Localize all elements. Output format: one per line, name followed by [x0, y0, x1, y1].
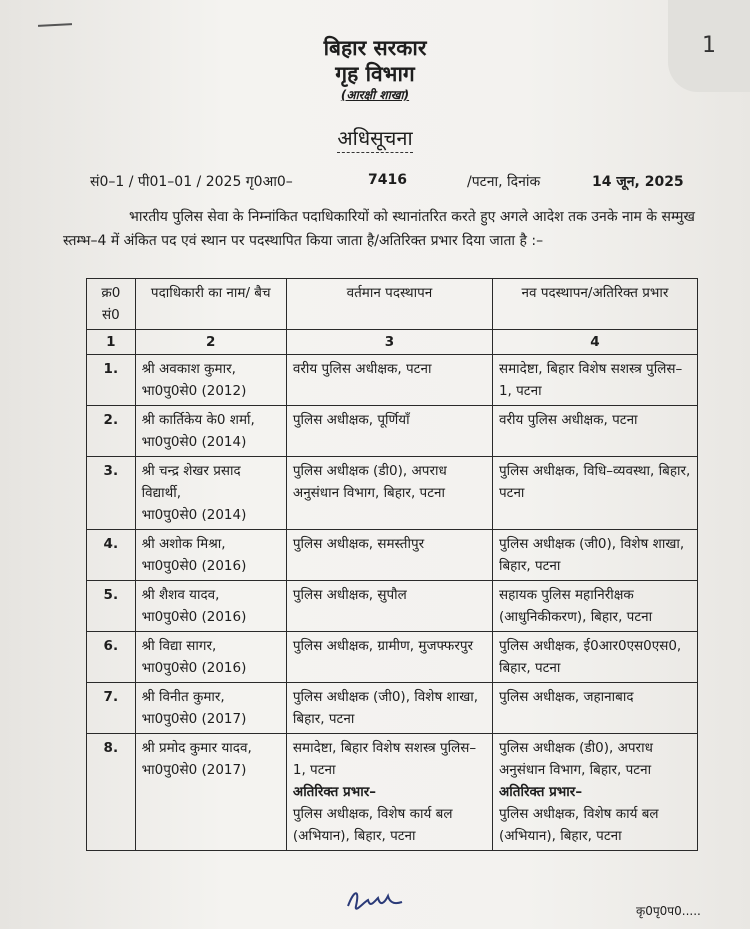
serial-number: 3. [87, 457, 136, 530]
table-row [87, 632, 698, 683]
place-label: /पटना, दिनांक [467, 174, 541, 190]
officer-cell [135, 581, 286, 632]
transfer-table [86, 278, 698, 851]
header-serial: क्र0 सं0 [87, 279, 136, 330]
officer-batch: भा0पु0से0 (2014) [141, 507, 247, 523]
new-posting-text: पुलिस अधीक्षक, विधि–व्यवस्था, बिहार, पटना [498, 463, 691, 501]
govt-title: बिहार सरकार [323, 36, 427, 60]
officer-batch: भा0पु0से0 (2014) [141, 434, 247, 450]
header-new-posting: नव पदस्थापन/अतिरिक्त प्रभार [492, 279, 697, 330]
table-row [87, 581, 698, 632]
additional-charge-label: अतिरिक्त प्रभार– [498, 784, 583, 800]
current-posting-text: पुलिस अधीक्षक, पूर्णियाँ [292, 412, 410, 428]
officer-batch: भा0पु0से0 (2012) [141, 383, 247, 399]
current-posting-text: वरीय पुलिस अधीक्षक, पटना [292, 361, 432, 377]
serial-number: 4. [87, 530, 136, 581]
additional-charge-text: पुलिस अधीक्षक, विशेष कार्य बल (अभियान), बिहार, पटना [498, 806, 659, 844]
notification-body: भारतीय पुलिस सेवा के निम्नांकित पदाधिकारियों को स्थानांतरित करते हुए अगले आदेश तक उनके नाम के सम्मुख स्तम्भ–4 में अंकित पद एवं स्थान पर पदस्थापित किया जाता है/अतिरिक्त प्रभार दिया जाता है :– [63, 209, 695, 249]
column-number: 4 [492, 330, 697, 355]
current-posting-cell [286, 683, 492, 734]
current-posting-cell [286, 734, 492, 851]
table-body [87, 355, 698, 851]
officer-name: श्री कार्तिकेय के0 शर्मा, [141, 412, 255, 428]
header-current-posting: वर्तमान पदस्थापन [286, 279, 492, 330]
column-number: 1 [87, 330, 136, 355]
officer-cell [135, 734, 286, 851]
current-posting-cell [286, 355, 492, 406]
serial-number: 7. [87, 683, 136, 734]
table-row [87, 355, 698, 406]
new-posting-cell [492, 734, 697, 851]
new-posting-cell [492, 457, 697, 530]
current-posting-text: पुलिस अधीक्षक, सुपौल [292, 587, 407, 603]
serial-number: 5. [87, 581, 136, 632]
officer-cell [135, 355, 286, 406]
table-row [87, 683, 698, 734]
table-row [87, 406, 698, 457]
department-title: गृह विभाग [335, 62, 415, 86]
new-posting-text: पुलिस अधीक्षक, जहानाबाद [498, 689, 634, 705]
additional-charge-text: पुलिस अधीक्षक, विशेष कार्य बल (अभियान), बिहार, पटना [292, 806, 453, 844]
officer-name: श्री विद्या सागर, [141, 638, 217, 654]
officer-name: श्री शैशव यादव, [141, 587, 220, 603]
officer-cell [135, 530, 286, 581]
current-posting-text: पुलिस अधीक्षक, ग्रामीण, मुजफ्फरपुर [292, 638, 474, 654]
page-number: 1 [668, 0, 750, 92]
new-posting-cell [492, 406, 697, 457]
current-posting-text: पुलिस अधीक्षक (डी0), अपराध अनुसंधान विभाग, बिहार, पटना [292, 463, 447, 501]
officer-cell [135, 632, 286, 683]
table-row [87, 530, 698, 581]
new-posting-text: वरीय पुलिस अधीक्षक, पटना [498, 412, 638, 428]
new-posting-cell [492, 355, 697, 406]
current-posting-text: पुलिस अधीक्षक, समस्तीपुर [292, 536, 425, 552]
officer-name: श्री प्रमोद कुमार यादव, [141, 740, 252, 756]
new-posting-cell [492, 530, 697, 581]
new-posting-text: समादेष्टा, बिहार विशेष सशस्त्र पुलिस–1, पटना [498, 361, 683, 399]
table-header-row [87, 279, 698, 330]
serial-number: 8. [87, 734, 136, 851]
column-number: 3 [286, 330, 492, 355]
officer-cell [135, 683, 286, 734]
current-posting-cell [286, 457, 492, 530]
current-posting-cell [286, 406, 492, 457]
notification-title: अधिसूचना [0, 124, 750, 151]
reference-number: सं0–1 / पी01–01 / 2025 गृ0आ0– [90, 174, 293, 190]
serial-number: 6. [87, 632, 136, 683]
new-posting-text: सहायक पुलिस महानिरीक्षक (आधुनिकीकरण), बिहार, पटना [498, 587, 653, 625]
table-row [87, 457, 698, 530]
officer-name: श्री चन्द्र शेखर प्रसाद विद्यार्थी, [141, 463, 241, 501]
officer-name: श्री अशोक मिश्रा, [141, 536, 226, 552]
current-posting-cell [286, 581, 492, 632]
pen-mark [38, 23, 72, 27]
current-posting-text: समादेष्टा, बिहार विशेष सशस्त्र पुलिस–1, पटना [292, 740, 477, 778]
current-posting-cell [286, 530, 492, 581]
new-posting-text: पुलिस अधीक्षक, ई0आर0एस0एस0, बिहार, पटना [498, 638, 682, 676]
officer-batch: भा0पु0से0 (2016) [141, 609, 247, 625]
additional-charge-label: अतिरिक्त प्रभार– [292, 784, 376, 800]
new-posting-text: पुलिस अधीक्षक (जी0), विशेष शाखा, बिहार, पटना [498, 536, 685, 574]
header-name: पदाधिकारी का नाम/ बैच [135, 279, 286, 330]
new-posting-cell [492, 581, 697, 632]
current-posting-cell [286, 632, 492, 683]
new-posting-cell [492, 632, 697, 683]
current-posting-text: पुलिस अधीक्षक (जी0), विशेष शाखा, बिहार, पटना [292, 689, 479, 727]
new-posting-cell [492, 683, 697, 734]
signature-mark [340, 880, 410, 920]
continued-note: कृ0पृ0प0..... [636, 904, 701, 918]
officer-name: श्री अवकाश कुमार, [141, 361, 236, 377]
officer-batch: भा0पु0से0 (2017) [141, 762, 247, 778]
officer-cell [135, 406, 286, 457]
serial-number: 2. [87, 406, 136, 457]
officer-batch: भा0पु0से0 (2016) [141, 660, 247, 676]
officer-batch: भा0पु0से0 (2017) [141, 711, 247, 727]
new-posting-text: पुलिस अधीक्षक (डी0), अपराध अनुसंधान विभाग, बिहार, पटना [498, 740, 653, 778]
column-number: 2 [135, 330, 286, 355]
serial-number: 1. [87, 355, 136, 406]
officer-cell [135, 457, 286, 530]
officer-batch: भा0पु0से0 (2016) [141, 558, 247, 574]
table-row [87, 734, 698, 851]
issue-date: 14 जून, 2025 [592, 174, 684, 190]
branch-title: (आरक्षी शाखा) [340, 88, 410, 102]
column-number-row [87, 330, 698, 355]
memo-number: 7416 [368, 172, 407, 188]
officer-name: श्री विनीत कुमार, [141, 689, 225, 705]
